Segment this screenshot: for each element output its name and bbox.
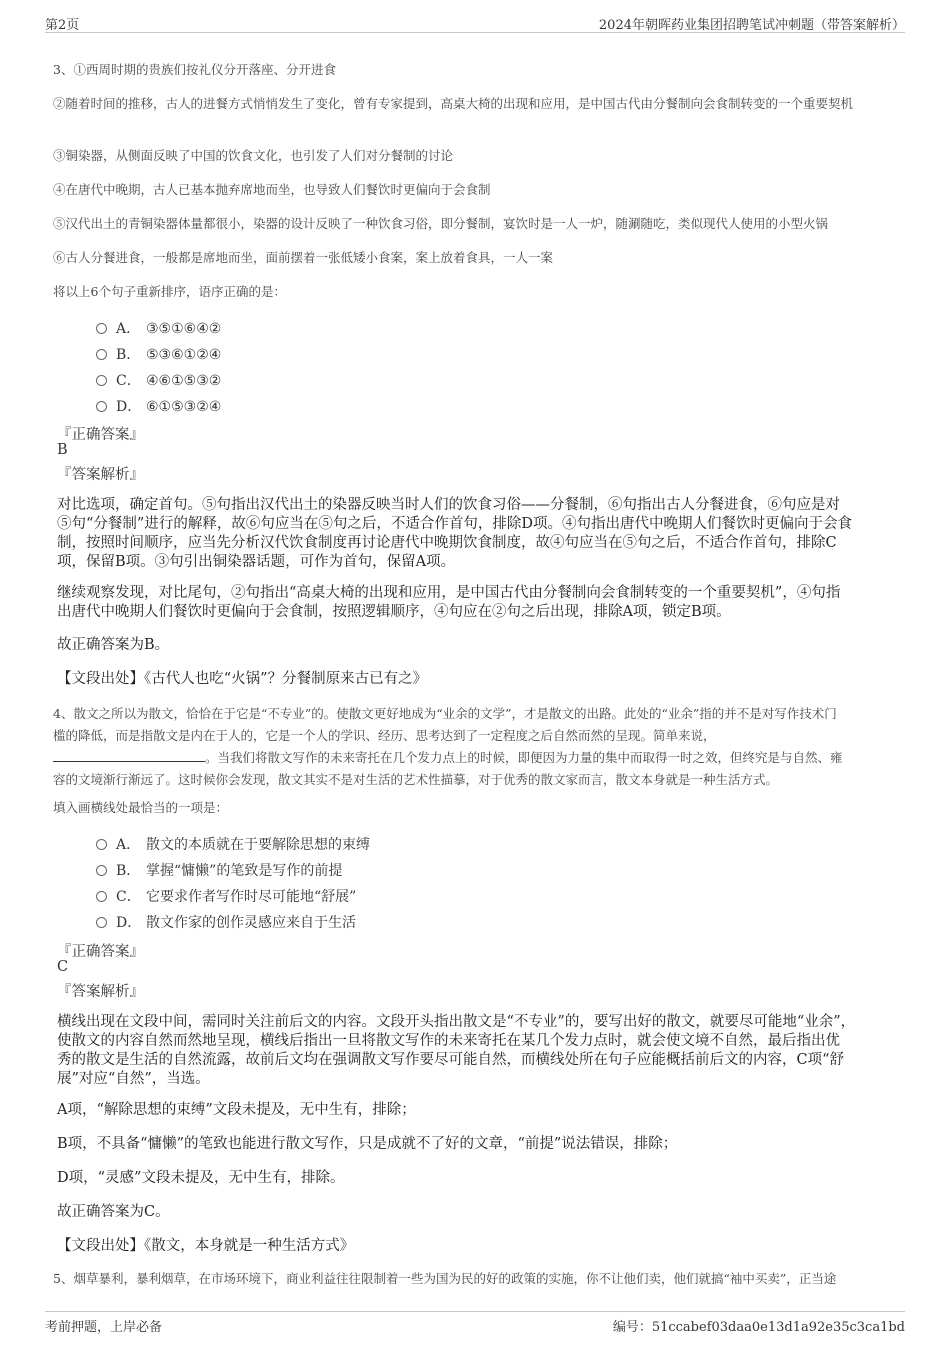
q4-option-d[interactable]: D． 散文作家的创作灵感应来自于生活 [96, 912, 356, 932]
footer-slogan: 考前押题，上岸必备 [45, 1320, 163, 1335]
q3-option-b[interactable]: B． ⑤③⑥①②④ [96, 344, 221, 364]
fill-blank [53, 749, 205, 762]
q5-passage: 5、烟草暴利，暴利烟草，在市场环境下，商业利益往往限制着一些为国为民的好的政策的实施，你不让他们卖，他们就搞“袖中买卖”，正当途 [53, 1271, 837, 1286]
q3-source: 【文段出处】《古代人也吃“火锅”？分餐制原来古已有之》 [57, 671, 428, 687]
q3-sentence-6: ⑥古人分餐进食，一般都是席地而坐，面前摆着一张低矮小食案，案上放着食具，一人一案 [53, 250, 554, 265]
q4-analysis-label: 『答案解析』 [57, 984, 144, 1000]
page-header [45, 14, 905, 33]
radio-icon[interactable] [96, 865, 107, 876]
q4-option-a[interactable]: A． 散文的本质就在于要解除思想的束缚 [96, 834, 370, 854]
q4-passage: 4、散文之所以为散文，恰恰在于它是“不专业”的。使散文更好地成为“业余的文学”，才是散文的出路。此处的“业余”指的并不是对写作技术门 槛的降低，而是指散文是内在于人的，它是一个人的学识、经历、思考达到了一定程度之后自然而然的呈现。简单来说， 。当我们将散文写作的未来寄托在几个发力点上的时候，即便因为力量的集中而取得一时之效，但终究是与自然、雍 容的文境渐行渐远了。这时候你会发现，散文其实不是对生活的艺术性描摹，对于优秀的散文家而言，散文本身就是一种生活方式。 [53, 706, 843, 787]
q4-answer: C [57, 959, 69, 975]
q4-conclusion: 故正确答案为C。 [57, 1204, 170, 1220]
radio-icon[interactable] [96, 891, 107, 902]
radio-icon[interactable] [96, 401, 107, 412]
q3-conclusion: 故正确答案为B。 [57, 637, 170, 653]
q3-option-c[interactable]: C． ④⑥①⑤③② [96, 370, 221, 390]
q3-sentence-1: 3、①西周时期的贵族们按礼仪分开落座、分开进食 [53, 62, 336, 77]
q3-option-a[interactable]: A． ③⑤①⑥④② [96, 318, 221, 338]
q4-analysis-para-1: 横线出现在文段中间，需同时关注前后文的内容。文段开头指出散文是“不专业”的，要写出好的散文，就要尽可能地“业余”， 使散文的内容自然而然地呈现，横线后指出一旦将散文写作的未来寄托在某几个发力点时，就会使文境不自然，最后指出优 秀的散文是生活的自然流露，故前后文均在强调散文写作要尽可能自然，而横线处所在句子应能概括前后文的内容，C项“舒 展”对应“自然”，当选。 [57, 1014, 856, 1087]
q4-option-c[interactable]: C． 它要求作者写作时尽可能地“舒展” [96, 886, 356, 906]
q4-analysis-a: A项，“解除思想的束缚”文段未提及，无中生有，排除； [57, 1102, 416, 1118]
radio-icon[interactable] [96, 375, 107, 386]
q3-sentence-5: ⑤汉代出土的青铜染器体量都很小，染器的设计反映了一种饮食习俗，即分餐制，宴饮时是一人一炉，随涮随吃，类似现代人使用的小型火锅 [53, 216, 829, 231]
q3-option-d[interactable]: D． ⑥①⑤③②④ [96, 396, 221, 416]
q3-sentence-4: ④在唐代中晚期，古人已基本抛弃席地而坐，也导致人们餐饮时更偏向于会食制 [53, 182, 491, 197]
q3-analysis-para-2: 继续观察发现，对比尾句，②句指出“高桌大椅的出现和应用，是中国古代由分餐制向会食制转变的一个重要契机”，④句指 出唐代中晚期人们餐饮时更偏向于会食制，按照逻辑顺序，④句应在②句之后出现，排除A项，锁定B项。 [57, 585, 841, 620]
page-number: 第2页 [45, 18, 80, 33]
q4-source: 【文段出处】《散文，本身就是一种生活方式》 [57, 1238, 355, 1254]
radio-icon[interactable] [96, 323, 107, 334]
document-title: 2024年朝晖药业集团招聘笔试冲刺题（带答案解析） [598, 18, 905, 33]
radio-icon[interactable] [96, 839, 107, 850]
document-id: 编号：51ccabef03daa0e13d1a92e35c3ca1bd [612, 1320, 905, 1335]
q3-answer-label: 『正确答案』 [57, 427, 144, 443]
q3-prompt: 将以上6个句子重新排序，语序正确的是： [53, 284, 286, 299]
q3-analysis-label: 『答案解析』 [57, 467, 144, 483]
q3-answer: B [57, 442, 68, 458]
page-footer [45, 1311, 905, 1334]
q4-answer-label: 『正确答案』 [57, 944, 144, 960]
q4-prompt: 填入画横线处最恰当的一项是： [53, 800, 229, 815]
q4-analysis-b: B项，不具备“慵懒”的笔致也能进行散文写作，只是成就不了好的文章，“前提”说法错误，排除； [57, 1136, 678, 1152]
q3-sentence-3: ③铜染器，从侧面反映了中国的饮食文化，也引发了人们对分餐制的讨论 [53, 148, 454, 163]
radio-icon[interactable] [96, 349, 107, 360]
q4-option-b[interactable]: B． 掌握“慵懒”的笔致是写作的前提 [96, 860, 342, 880]
q4-analysis-d: D项，“灵感”文段未提及，无中生有，排除。 [57, 1170, 345, 1186]
radio-icon[interactable] [96, 917, 107, 928]
q3-analysis-para-1: 对比选项，确定首句。⑤句指出汉代出土的染器反映当时人们的饮食习俗——分餐制，⑥句指出古人分餐进食，⑥句应是对 ⑤句“分餐制”进行的解释，故⑥句应当在⑤句之后，不适合作首句，排除D项。④句指出唐代中晚期人们餐饮时更偏向于会食 制，按照时间顺序，应当先分析汉代饮食制度再讨论唐代中晚期饮食制度，故④句应当在⑤句之后，不适合作首句，排除C 项，保留B项。③句引出铜染器话题，可作为首句，保留A项。 [57, 497, 852, 570]
q3-sentence-2: ②随着时间的推移，古人的进餐方式悄悄发生了变化，曾有专家提到，高桌大椅的出现和应用，是中国古代由分餐制向会食制转变的一个重要契机 [53, 96, 854, 111]
